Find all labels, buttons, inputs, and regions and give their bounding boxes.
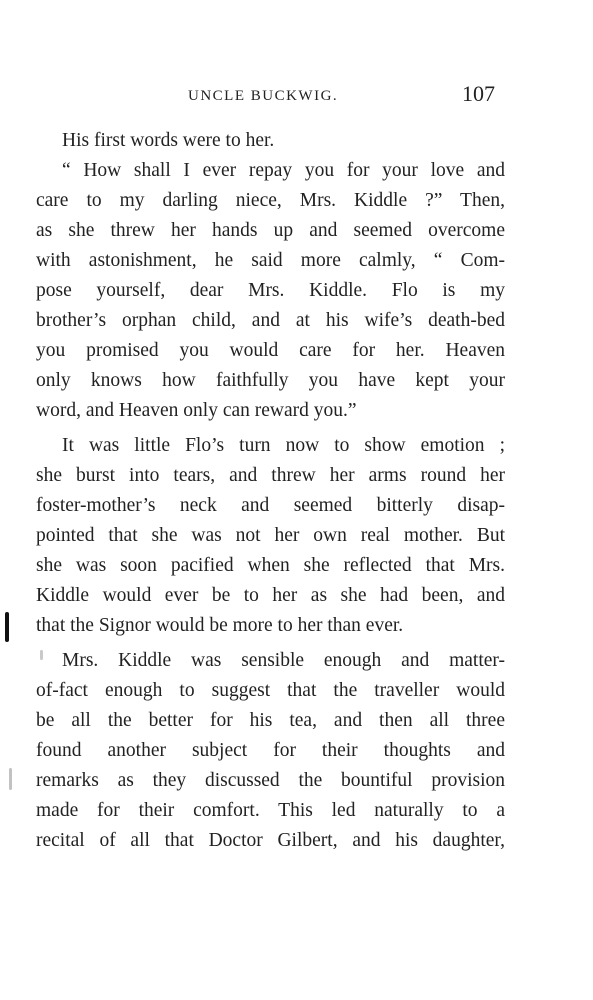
text-line: she was soon pacified when she reflected that Mrs. [36,555,505,576]
running-head: UNCLE BUCKWIG. [188,88,339,104]
text-line: Mrs. Kiddle was sensible enough and matter- [62,650,505,671]
text-line: she burst into tears, and threw her arms round her [36,465,505,486]
text-line: remarks as they discussed the bountiful provision [36,770,505,791]
margin-smudge [9,768,12,790]
text-line: be all the better for his tea, and then all three [36,710,505,731]
text-line: Kiddle would ever be to her as she had been, and [36,585,505,606]
text-line: you promised you would care for her. Heaven [36,340,505,361]
text-line: His first words were to her. [62,130,275,151]
text-line: as she threw her hands up and seemed overcome [36,220,505,241]
text-line: word, and Heaven only can reward you.” [36,400,357,421]
text-line: only knows how faithfully you have kept your [36,370,505,391]
margin-ink-mark [5,612,9,642]
page-number: 107 [462,81,495,106]
page-header [0,0,593,110]
text-line: It was little Flo’s turn now to show emotion ; [62,435,505,456]
text-line: brother’s orphan child, and at his wife’s death-bed [36,310,505,331]
text-line: “ How shall I ever repay you for your love and [62,160,505,181]
text-line: care to my darling niece, Mrs. Kiddle ?” Then, [36,190,505,211]
text-line: found another subject for their thoughts and [36,740,505,761]
text-line: foster-mother’s neck and seemed bitterly disap- [36,495,505,516]
text-line: pose yourself, dear Mrs. Kiddle. Flo is my [36,280,505,301]
text-line: recital of all that Doctor Gilbert, and his daughter, [36,830,505,851]
text-line: that the Signor would be more to her than ever. [36,615,404,636]
text-line: made for their comfort. This led naturally to a [36,800,505,821]
text-line: pointed that she was not her own real mother. But [36,525,505,546]
text-line: with astonishment, he said more calmly, “ Com- [36,250,505,271]
text-line: of-fact enough to suggest that the traveller would [36,680,505,701]
